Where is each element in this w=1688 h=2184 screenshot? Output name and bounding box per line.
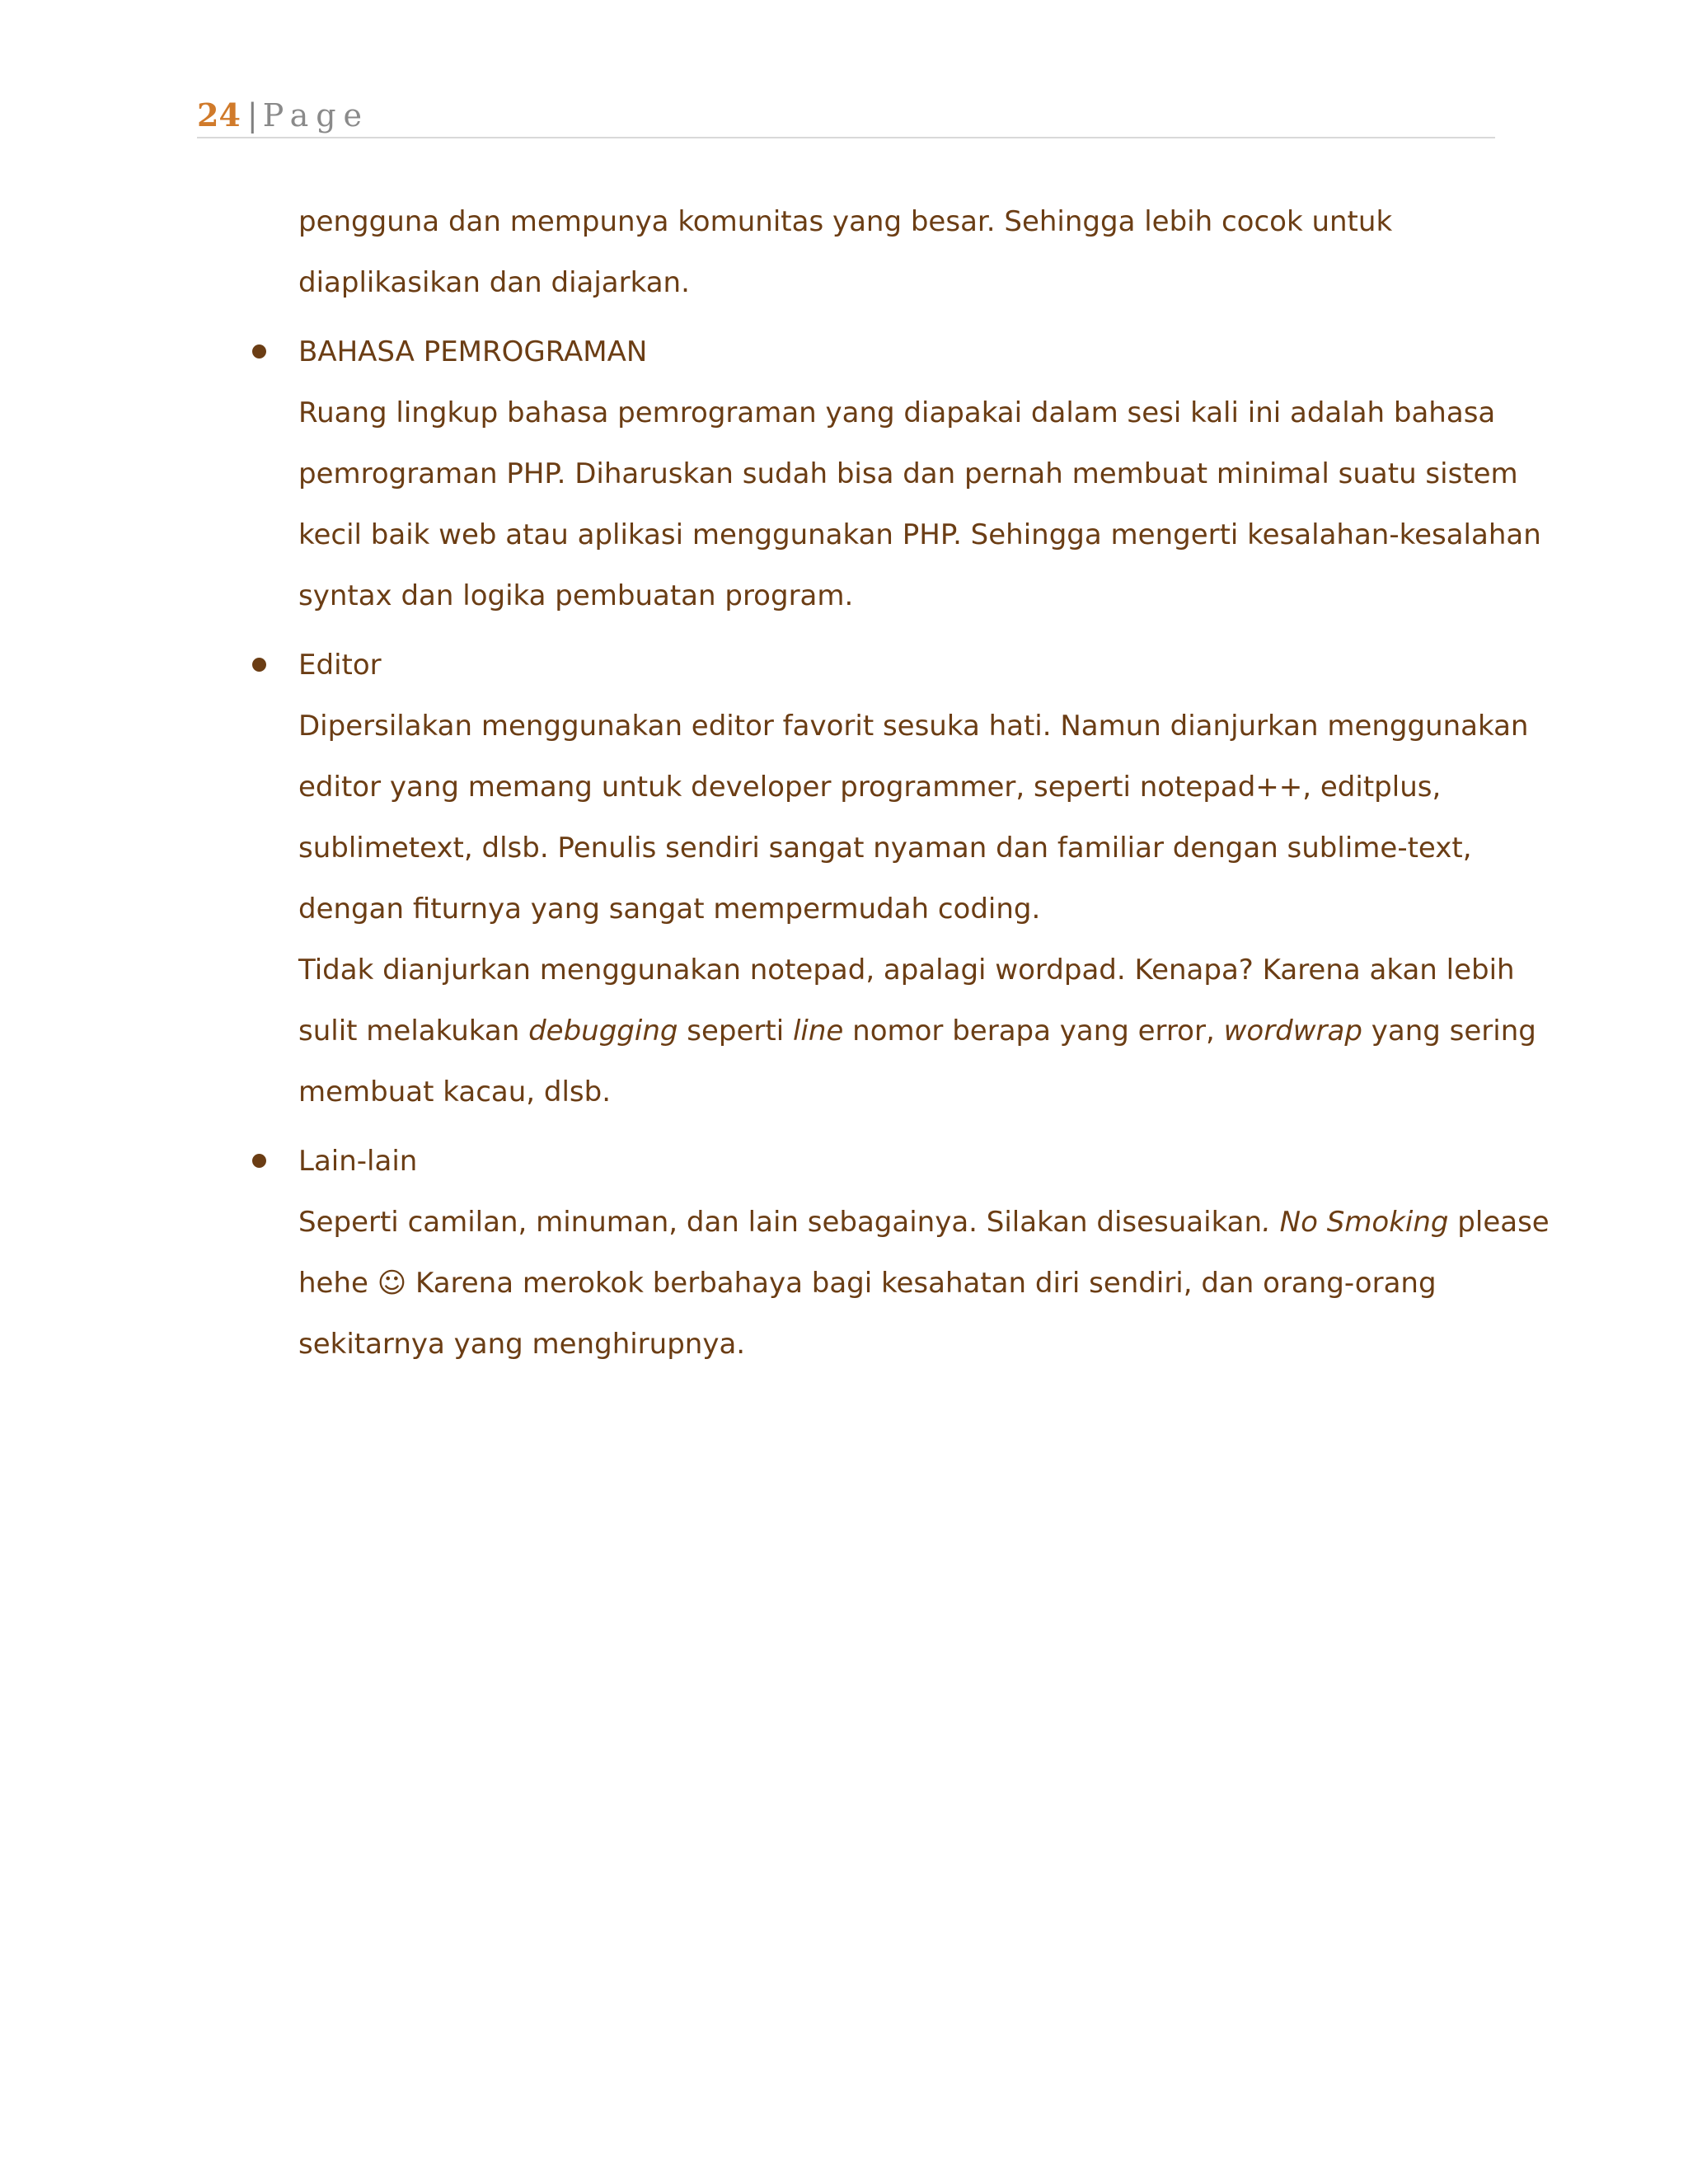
- italic-run: . No Smoking: [1262, 1206, 1449, 1239]
- bullet-icon: [252, 1154, 266, 1168]
- italic-run: line: [792, 1015, 844, 1047]
- body-line-rich: [298, 1001, 1536, 1062]
- bullet-icon: [252, 658, 266, 672]
- body-line: Ruang lingkup bahasa pemrograman yang diapakai dalam sesi kali ini adalah bahasa: [298, 396, 1496, 429]
- list-item-title: [298, 1131, 1485, 1192]
- header-separator: |: [246, 97, 258, 134]
- body-line: dengan fiturnya yang sangat mempermudah coding.: [298, 893, 1041, 926]
- page-content: [298, 191, 1550, 1375]
- intro-line: pengguna dan mempunya komunitas yang besar. Sehingga lebih cocok untuk: [298, 205, 1393, 238]
- text-run: yang sering: [1362, 1015, 1536, 1047]
- body-line: pemrograman PHP. Diharuskan sudah bisa dan pernah membuat minimal suatu sistem: [298, 457, 1518, 490]
- intro-paragraph: [298, 191, 1485, 313]
- page-label: Page: [262, 97, 370, 134]
- bullet-icon: [252, 344, 266, 359]
- list-item-lain-lain: [298, 1131, 1550, 1375]
- page-number: 24: [197, 96, 241, 134]
- body-line-rich: [298, 1192, 1550, 1253]
- text-run: nomor berapa yang error,: [843, 1015, 1224, 1047]
- list-item-editor: [298, 635, 1536, 1122]
- body-line: kecil baik web atau aplikasi menggunakan PHP. Sehingga mengerti kesalahan-kesalahan: [298, 518, 1541, 551]
- body-line: hehe ☺ Karena merokok berbahaya bagi kesahatan diri sendiri, dan orang-orang: [298, 1267, 1437, 1300]
- italic-run: debugging: [528, 1015, 678, 1047]
- body-line: syntax dan logika pembuatan program.: [298, 579, 854, 612]
- body-line: sublimetext, dlsb. Penulis sendiri sangat nyaman dan familiar dengan sublime-text,: [298, 832, 1472, 865]
- body-line: membuat kacau, dlsb.: [298, 1076, 612, 1108]
- intro-line: diaplikasikan dan diajarkan.: [298, 266, 690, 299]
- body-line: Tidak dianjurkan menggunakan notepad, apalagi wordpad. Kenapa? Karena akan lebih: [298, 954, 1515, 987]
- body-line: sekitarnya yang menghirupnya.: [298, 1328, 746, 1361]
- list-item-bahasa-pemrograman: [298, 321, 1541, 626]
- list-item-title: [298, 635, 1485, 696]
- list-item-title-text: Editor: [298, 649, 382, 682]
- page-header: [197, 94, 1495, 138]
- list-item-body: [298, 382, 1541, 626]
- body-line: Dipersilakan menggunakan editor favorit sesuka hati. Namun dianjurkan menggunakan: [298, 710, 1529, 743]
- text-run: sulit melakukan: [298, 1015, 529, 1047]
- list-item-title-text: Lain-lain: [298, 1145, 418, 1178]
- text-run: Seperti camilan, minuman, dan lain sebagainya. Silakan disesuaikan: [298, 1206, 1263, 1239]
- list-item-body: [298, 1192, 1550, 1375]
- body-line: editor yang memang untuk developer programmer, seperti notepad++, editplus,: [298, 771, 1442, 804]
- text-run: seperti: [678, 1015, 793, 1047]
- italic-run: wordwrap: [1223, 1015, 1362, 1047]
- list-item-title: [298, 321, 1485, 382]
- text-run: please: [1448, 1206, 1550, 1239]
- list-item-title-text: BAHASA PEMROGRAMAN: [298, 335, 648, 368]
- list-item-body: [298, 696, 1536, 1122]
